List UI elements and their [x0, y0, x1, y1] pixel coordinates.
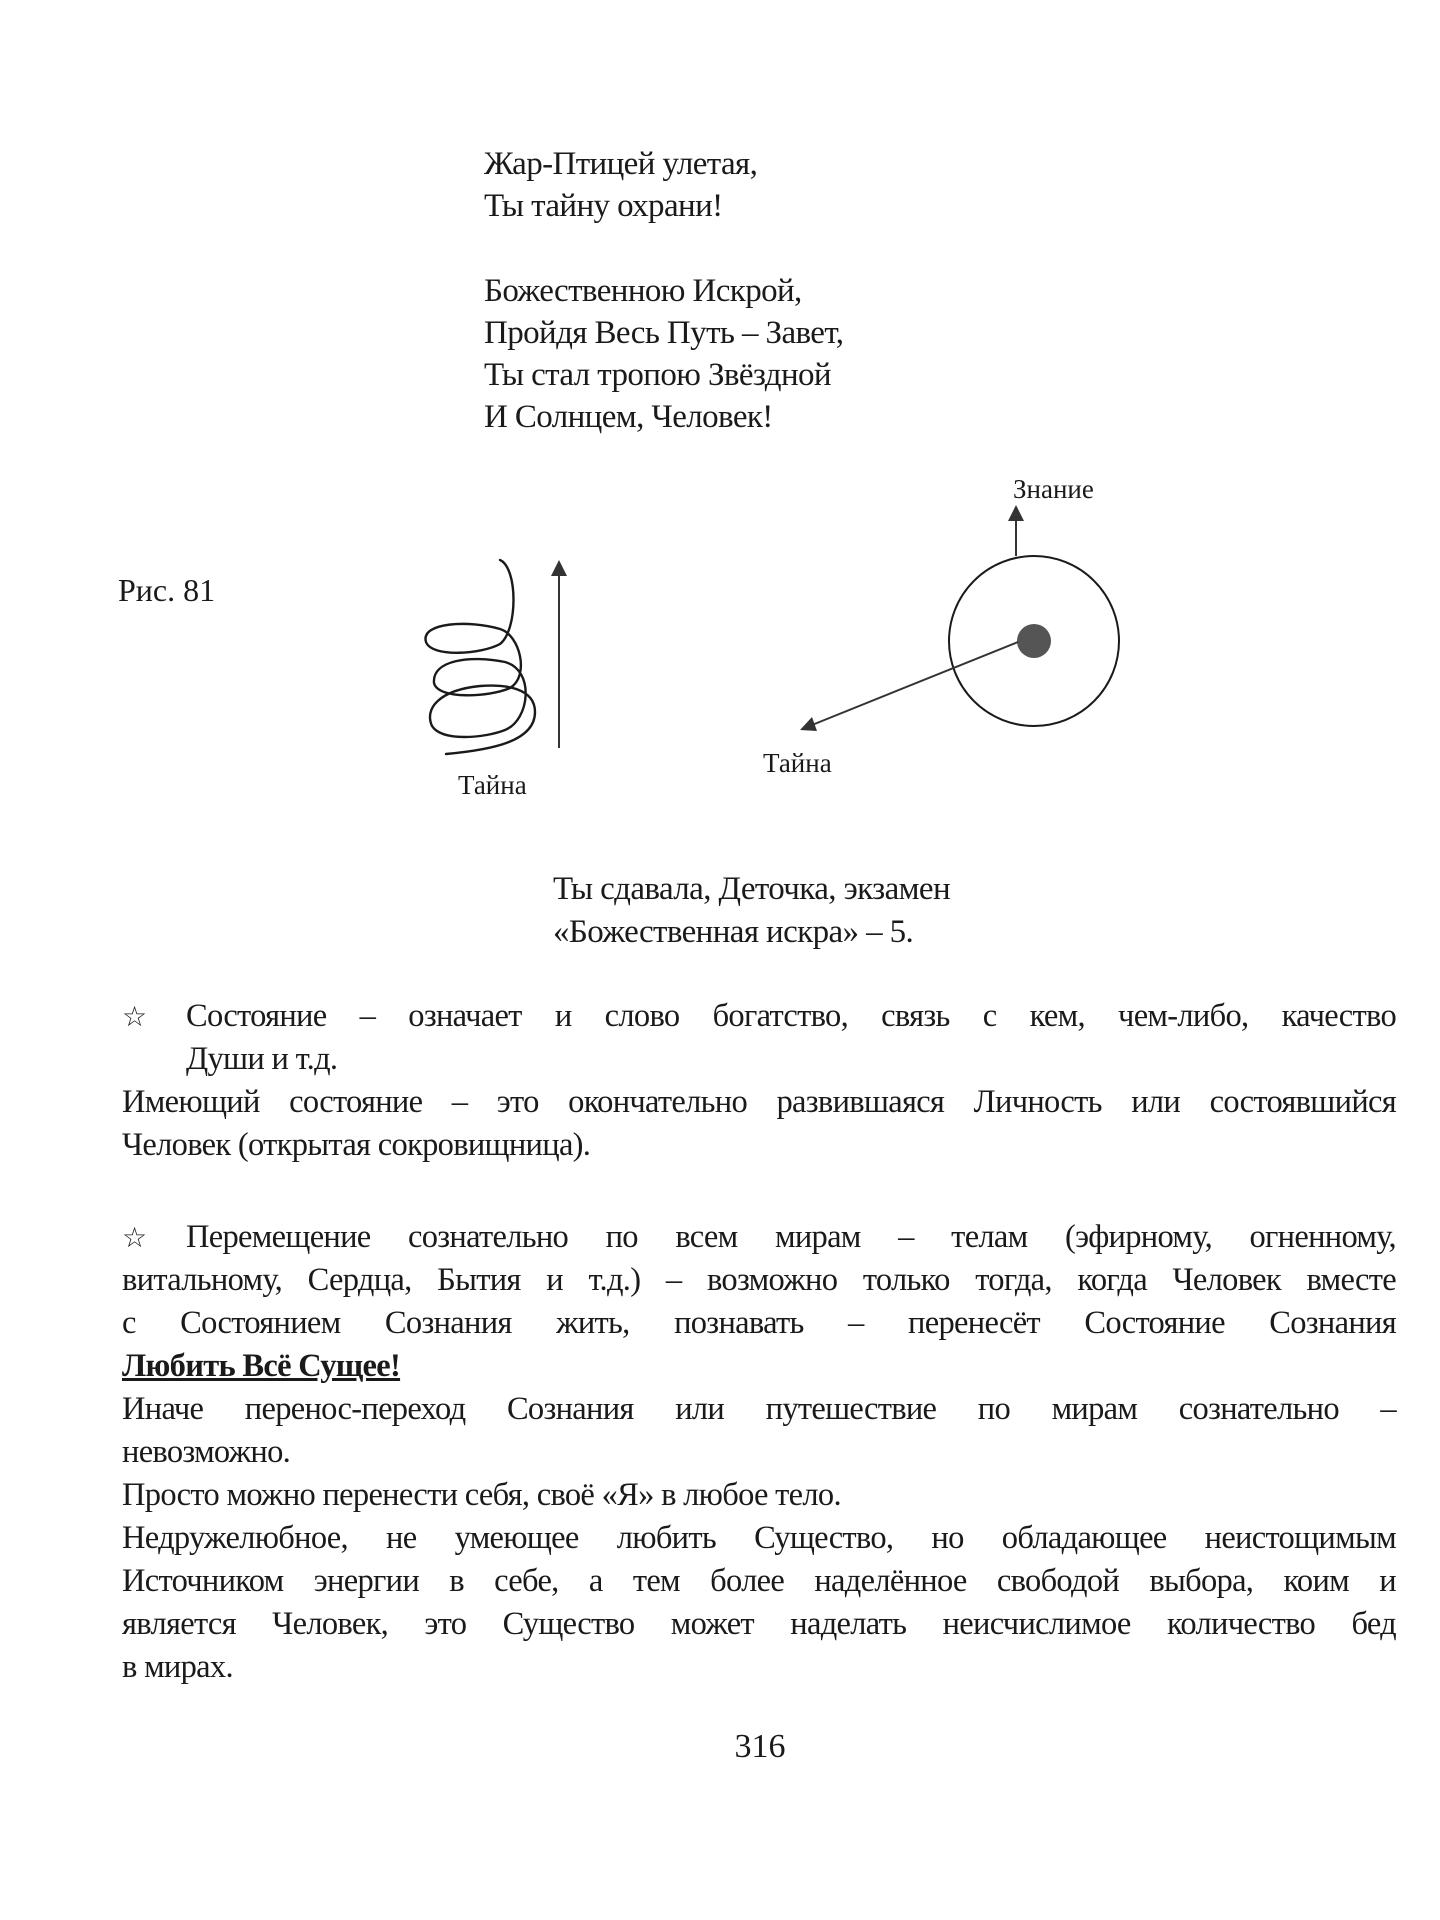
exam-line: «Божественная искра» – 5. — [553, 914, 914, 950]
paragraph-line: ☆ Состояние – означает и слово богатство, связь с кем, чем-либо, качество — [122, 995, 1396, 1038]
paragraph-line: Человек (открытая сокровищница). — [122, 1127, 591, 1163]
spiral-icon — [426, 560, 535, 754]
poem-line: Пройдя Весь Путь – Завет, — [484, 315, 844, 351]
figure-81-diagram — [0, 0, 1440, 820]
page-number: 316 — [734, 1728, 786, 1765]
paragraph-line: Источником энергии в себе, а тем более наделённое свободой выбора, коим и — [122, 1563, 1396, 1599]
exam-line: Ты сдавала, Деточка, экзамен — [553, 871, 951, 907]
up-arrow-icon — [1008, 505, 1024, 556]
exam-note — [553, 868, 950, 954]
paragraph-line: в мирах. — [122, 1649, 233, 1685]
paragraph-line: Иначе перенос-переход Сознания или путешествие по мирам сознательно – — [122, 1391, 1396, 1427]
poem-line: Жар-Птицей улетая, — [484, 146, 758, 182]
poem-line: И Солнцем, Человек! — [484, 399, 773, 435]
figure-caption: Рис. 81 — [118, 572, 216, 608]
paragraph-line: невозможно. — [122, 1434, 291, 1470]
section-state — [122, 995, 1396, 1167]
section-movement — [122, 1216, 1396, 1689]
poem-line: Ты стал тропою Звёздной — [484, 357, 831, 393]
paragraph-line: с Состоянием Сознания жить, познавать – перенесёт Состояние Сознания — [122, 1305, 1396, 1341]
paragraph-line: Имеющий состояние – это окончательно развившаяся Личность или состоявшийся — [122, 1084, 1396, 1120]
circle-dot-icon — [949, 556, 1119, 726]
diagonal-arrow-icon — [800, 642, 1018, 731]
spiral-label: Тайна — [458, 770, 527, 800]
paragraph-line: витальному, Сердца, Бытия и т.д.) – возможно только тогда, когда Человек вместе — [122, 1262, 1396, 1298]
poem-line: Ты тайну охрани! — [484, 188, 723, 224]
paragraph-line: Просто можно перенести себя, своё «Я» в любое тело. — [122, 1477, 841, 1513]
paragraph-line: Души и т.д. — [186, 1041, 338, 1077]
paragraph-line: ☆ Перемещение сознательно по всем мирам – телам (эфирному, огненному, — [122, 1216, 1396, 1259]
up-arrow-icon — [551, 560, 567, 748]
emphasis-line: Любить Всё Сущее! — [122, 1348, 401, 1384]
secret-label: Тайна — [763, 748, 832, 778]
poem-line: Божественною Искрой, — [484, 273, 802, 309]
paragraph-line: является Человек, это Существо может наделать неисчислимое количество бед — [122, 1606, 1396, 1642]
star-icon: ☆ — [122, 1221, 147, 1254]
star-icon: ☆ — [122, 1000, 147, 1033]
knowledge-label: Знание — [1013, 474, 1094, 504]
paragraph-line: Недружелюбное, не умеющее любить Существо, но обладающее неистощимым — [122, 1520, 1396, 1556]
